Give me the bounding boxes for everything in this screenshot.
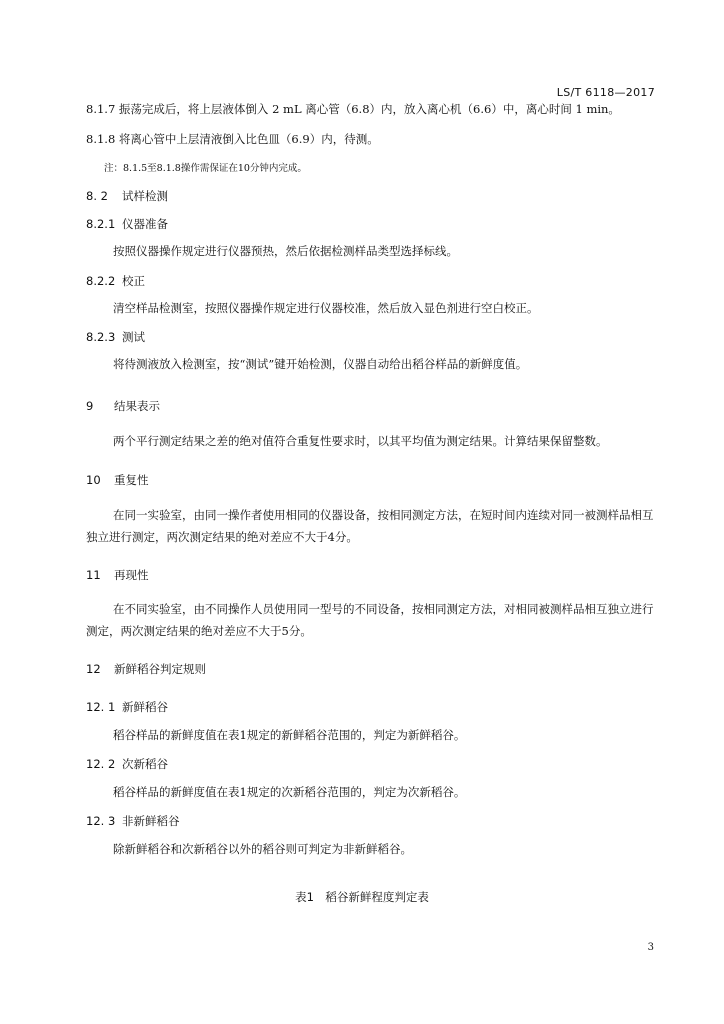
section-heading-12-1: [86, 699, 168, 715]
section-number: 10: [86, 473, 101, 487]
clause-8-1-7: 8.1.7 振荡完成后，将上层液体倒入 2 mL 离心管（6.8）内，放入离心机（6.6）中，离心时间 1 min。: [86, 102, 620, 116]
section-heading-8-2-3: [86, 329, 145, 345]
section-number: 12. 2: [86, 757, 116, 771]
section-title: 再现性: [114, 568, 149, 582]
section-heading-12-2: [86, 756, 168, 772]
section-number: 8.2.1: [86, 217, 116, 231]
section-heading-8-2: [86, 188, 168, 204]
paragraph-12-3: 除新鲜稻谷和次新稻谷以外的稻谷则可判定为非新鲜稻谷。: [113, 842, 412, 856]
section-number: 8.2.2: [86, 274, 116, 288]
paragraph-8-2-2: 清空样品检测室，按照仪器操作规定进行仪器校准，然后放入显色剂进行空白校正。: [113, 301, 539, 315]
section-title: 非新鲜稻谷: [122, 814, 180, 828]
section-number: 12. 3: [86, 814, 116, 828]
section-title: 重复性: [114, 473, 149, 487]
section-number: 11: [86, 568, 101, 582]
section-title: 结果表示: [114, 399, 160, 413]
section-number: 12: [86, 662, 101, 676]
paragraph-12-1: 稻谷样品的新鲜度值在表1规定的新鲜稻谷范围的，判定为新鲜稻谷。: [113, 728, 466, 742]
section-number: 9: [86, 399, 94, 413]
section-title: 测试: [122, 330, 145, 344]
section-number: 8.2.3: [86, 330, 116, 344]
section-heading-11: [86, 567, 149, 583]
section-title: 仪器准备: [122, 217, 168, 231]
paragraph-10: 在同一实验室，由同一操作者使用相同的仪器设备，按相同测定方法，在短时间内连续对同一被测样品相互独立进行测定，两次测定结果的绝对差应不大于4分。: [86, 508, 654, 544]
section-heading-8-2-1: [86, 216, 168, 232]
page-number: 3: [647, 942, 654, 953]
section-title: 校正: [122, 274, 145, 288]
section-title: 新鲜稻谷: [122, 700, 168, 714]
section-title: 试样检测: [122, 189, 168, 203]
standard-code: LS/T 6118—2017: [556, 86, 655, 99]
paragraph-12-2: 稻谷样品的新鲜度值在表1规定的次新稻谷范围的，判定为次新稻谷。: [113, 785, 466, 799]
section-heading-8-2-2: [86, 273, 145, 289]
section-heading-12: [86, 661, 206, 677]
clause-8-1-8: 8.1.8 将离心管中上层清液倒入比色皿（6.9）内，待测。: [86, 132, 379, 146]
section-heading-10: [86, 472, 149, 488]
section-title: 新鲜稻谷判定规则: [114, 662, 206, 676]
section-number: 8. 2: [86, 189, 108, 203]
section-title: 次新稻谷: [122, 757, 168, 771]
section-number: 12. 1: [86, 700, 116, 714]
paragraph-9: 两个平行测定结果之差的绝对值符合重复性要求时，以其平均值为测定结果。计算结果保留整数。: [113, 434, 608, 448]
paragraph-8-2-1: 按照仪器操作规定进行仪器预热，然后依据检测样品类型选择标线。: [113, 244, 458, 258]
section-heading-9: [86, 398, 160, 414]
section-heading-12-3: [86, 813, 180, 829]
paragraph-11: 在不同实验室，由不同操作人员使用同一型号的不同设备，按相同测定方法，对相同被测样品相互独立进行测定，两次测定结果的绝对差应不大于5分。: [86, 602, 654, 638]
paragraph-8-2-3: 将待测液放入检测室，按“测试”键开始检测，仪器自动给出稻谷样品的新鲜度值。: [113, 357, 528, 371]
table-caption: 表1 稻谷新鲜程度判定表: [295, 890, 429, 904]
note: 注：8.1.5至8.1.8操作需保证在10分钟内完成。: [104, 163, 307, 174]
